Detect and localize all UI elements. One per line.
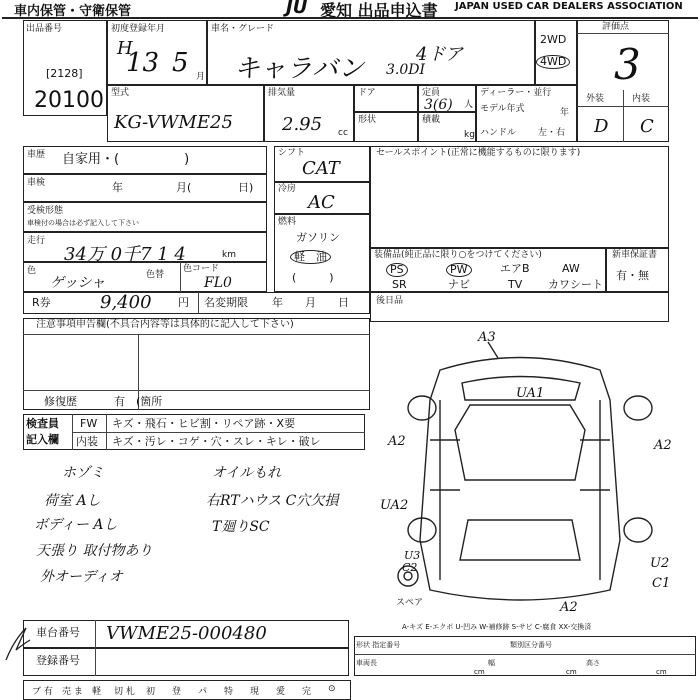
- inspector-ext-label: FW: [80, 417, 98, 430]
- equipment-item-sr: SR: [392, 278, 407, 291]
- stamp-cell-6: 登: [172, 687, 182, 697]
- name-change-value: 年 月 日: [272, 296, 349, 309]
- registration-month: 5: [172, 48, 189, 78]
- notes-label: 注意事項申告欄(不具合内容等は具体的に記入して下さい): [36, 319, 294, 330]
- color-code-label: 色コード: [183, 264, 220, 274]
- damage-mark-a2-right: A2: [654, 438, 672, 453]
- sales-point-label: セールスポイント(正常に機能するものに限ります): [376, 148, 581, 158]
- note-line-3: ボディー Aし: [34, 517, 118, 533]
- inspection-year: 年: [112, 181, 123, 194]
- fuel-paren: ( ): [292, 271, 334, 284]
- equipment-item-aw: AW: [562, 262, 580, 275]
- fuel-opt-diesel: 軽 油: [290, 250, 331, 264]
- model-year-label: モデル年式: [480, 104, 525, 114]
- registration-label: 初度登録年月: [111, 24, 166, 34]
- note-line-5: 外オーディオ: [40, 569, 123, 585]
- buyer-notes-label: 後日品: [376, 296, 404, 306]
- damage-mark-c2: C2: [402, 561, 418, 574]
- car-doors-value: 4ドア: [416, 44, 463, 65]
- spec-height-label: 高さ: [586, 659, 600, 667]
- recycle-value: 9,400: [100, 292, 152, 313]
- note-line-4: 天張り 取付物あり: [36, 543, 153, 559]
- name-change-label: 名変期限: [204, 296, 248, 309]
- repair-value: 有 (箇所: [114, 395, 163, 408]
- load-unit: kg: [464, 130, 475, 140]
- equipment-item-tv: TV: [508, 278, 523, 291]
- color-change-label: 色替: [146, 270, 165, 280]
- stamp-cell-12: ⊙: [328, 684, 336, 694]
- lot-small-number: [2128]: [46, 67, 83, 80]
- registration-year: 13: [126, 48, 160, 78]
- stamp-cell-3: 軽: [92, 687, 102, 697]
- stamp-cell-5: 初: [146, 687, 156, 697]
- registration-month-unit: 月: [196, 72, 206, 82]
- equipment-item-navi: ナビ: [448, 278, 470, 291]
- car-grade-value: 3.0DI: [386, 62, 426, 78]
- spec-length-label: 車両長: [356, 659, 377, 667]
- drive-opt-4wd: 4WD: [536, 55, 570, 69]
- spec-width-unit: cm: [566, 668, 577, 676]
- stamp-cell-9: 現: [250, 687, 260, 697]
- rating-ext-value: D: [594, 116, 609, 137]
- aircon-value: AC: [308, 192, 335, 213]
- spec-shape-label: 形状 指定番号: [356, 641, 401, 649]
- damage-mark-ua1: UA1: [516, 386, 545, 401]
- equipment-item-ps: PS: [386, 263, 408, 277]
- aircon-label: 冷房: [278, 184, 297, 194]
- inspection-month: 月(: [176, 181, 192, 194]
- stamp-cell-4: 切 札: [114, 687, 135, 697]
- stamp-cell-8: 特: [224, 687, 234, 697]
- note-line-8: T廻りSC: [212, 519, 270, 535]
- capacity-unit: 人: [464, 100, 474, 110]
- shift-label: シフト: [278, 148, 306, 158]
- inspector-int-items: キズ・汚レ・コゲ・穴・スレ・キレ・破レ: [112, 435, 321, 448]
- note-line-2: 荷室 Aし: [44, 493, 101, 509]
- inspector-ext-items: キズ・飛石・ヒビ割・リペア跡・X要: [112, 417, 296, 430]
- note-line-7: 右RTハウス C穴欠損: [206, 493, 339, 509]
- model-value: KG-VWME25: [114, 112, 233, 133]
- damage-mark-ua2: UA2: [380, 498, 409, 513]
- rating-int-label: 内装: [632, 94, 651, 104]
- spec-height-unit: cm: [656, 668, 667, 676]
- shift-value: CAT: [302, 158, 340, 179]
- stamp-cell-7: パ: [198, 687, 208, 697]
- receive-note: 車検付の場合は必ず記入して下さい: [27, 219, 139, 227]
- inspector-int-label: 内装: [76, 435, 98, 448]
- fuel-opt-gasoline: ガソリン: [296, 231, 340, 244]
- car-name-value: キャラバン: [234, 54, 365, 84]
- mileage-unit: km: [222, 250, 236, 260]
- warranty-value: 有・無: [616, 269, 649, 282]
- model-year-unit: 年: [560, 108, 570, 118]
- shape-label: 形状: [358, 115, 377, 125]
- displacement-unit: cc: [338, 128, 348, 138]
- load-label: 積載: [422, 115, 441, 125]
- stamp-cell-1: ブ 有: [32, 687, 53, 697]
- color-value: ゲッシャ: [50, 275, 106, 291]
- equipment-item-airbag: エアB: [500, 262, 530, 275]
- damage-mark-u3: U3: [404, 549, 421, 562]
- stamp-cell-10: 愛: [276, 687, 286, 697]
- usage-value: 自家用・( ): [62, 152, 190, 167]
- usage-label: 車歴: [27, 150, 46, 160]
- displacement-value: 2.95: [282, 114, 323, 135]
- displacement-label: 排気量: [268, 88, 296, 98]
- inspection-day: 日): [238, 181, 254, 194]
- spec-length-unit: cm: [474, 668, 485, 676]
- header-subtitle: JAPAN USED CAR DEALERS ASSOCIATION: [455, 1, 683, 12]
- chassis-label: 車台番号: [36, 626, 80, 639]
- recycle-unit: 円: [178, 296, 189, 309]
- header-title: 愛知 出品申込書: [320, 1, 438, 20]
- damage-mark-a3: A3: [478, 330, 496, 345]
- damage-mark-c1: C1: [652, 576, 671, 591]
- car-name-label: 車名・グレード: [211, 24, 275, 34]
- spare-label: スペア: [396, 598, 424, 608]
- capacity-value: 3(6): [424, 97, 453, 113]
- capacity-label: 定員: [422, 88, 441, 98]
- regno-label: 登録番号: [36, 654, 80, 667]
- color-code-value: FL0: [204, 275, 232, 291]
- repair-label: 修復歴: [44, 395, 77, 408]
- rating-int-value: C: [640, 116, 654, 137]
- registration-era: H: [117, 38, 133, 59]
- lot-label: 出品番号: [26, 24, 63, 34]
- note-line-1: ホゾミ: [62, 465, 104, 481]
- color-label: 色: [27, 266, 37, 276]
- mileage-value: 34万 0千7 1 4: [64, 244, 186, 265]
- inspector-label-2: 記入欄: [26, 433, 59, 446]
- note-line-6: オイルもれ: [212, 465, 282, 481]
- door-label: ドア: [358, 88, 376, 98]
- dealer-label: ディーラー・並行: [480, 88, 552, 98]
- rating-label: 評価点: [602, 22, 630, 32]
- handle-options: 左・右: [538, 128, 566, 138]
- warranty-label: 新車保証書: [612, 250, 658, 260]
- damage-legend: A-キズ E-エクボ U-凹み W-補修跡 S-サビ C-腐食 XX-交換済: [402, 623, 592, 631]
- equipment-label: 装備品(純正品に限り○をつけてください): [374, 250, 542, 260]
- model-label: 型式: [111, 88, 130, 98]
- stamp-cell-2: 売 ま: [62, 687, 83, 697]
- chassis-value: VWME25-000480: [106, 623, 267, 644]
- header-left-title: 車内保管・守衛保管: [14, 4, 132, 19]
- handle-label: ハンドル: [480, 128, 517, 138]
- mileage-label: 走行: [27, 236, 46, 246]
- damage-mark-a2-rear: A2: [560, 600, 578, 615]
- recycle-label: R券: [32, 296, 51, 309]
- rating-value: 3: [614, 40, 641, 89]
- lot-number: 20100: [34, 88, 104, 113]
- equipment-item-seat: カワシート: [548, 278, 603, 291]
- inspection-label: 車検: [27, 178, 46, 188]
- rating-ext-label: 外装: [586, 94, 605, 104]
- spec-class-label: 類別区分番号: [510, 641, 552, 649]
- fuel-label: 燃料: [278, 217, 297, 227]
- damage-mark-a2-left: A2: [388, 434, 406, 449]
- inspector-label-1: 検査員: [26, 417, 59, 430]
- spec-width-label: 幅: [488, 659, 495, 667]
- drive-opt-2wd: 2WD: [540, 33, 567, 46]
- receive-label: 受検形態: [27, 206, 64, 216]
- equipment-item-pw: PW: [446, 263, 472, 277]
- ju-logo-icon: JU: [286, 0, 308, 18]
- stamp-cell-11: 完: [302, 687, 312, 697]
- damage-mark-u2: U2: [650, 556, 670, 571]
